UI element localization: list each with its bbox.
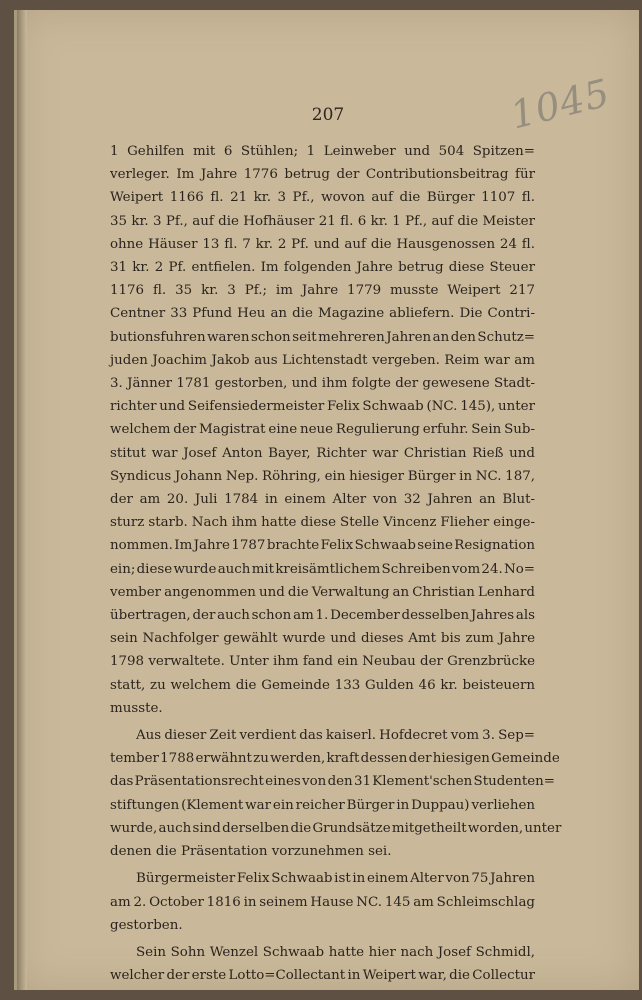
text-line: der am 20. Juli 1784 in einem Alter von 32 Jahren an Blut-: [110, 492, 535, 508]
page-number: 207: [311, 105, 345, 125]
text-line: welchem der Magistrat eine neue Regulierung erfuhr. Sein Sub-: [110, 422, 535, 438]
text-line: verleger. Im Jahre 1776 betrug der Contributionsbeitrag für: [110, 167, 535, 183]
text-line: Aus dieser Zeit verdient das kaiserl. Hofdecret vom 3. Sep=: [136, 728, 535, 744]
text-line: juden Joachim Jakob aus Lichtenstadt vergeben. Reim war am: [110, 352, 535, 368]
text-line: am 2. October 1816 in seinem Hause NC. 145 am Schleimschlag: [110, 894, 535, 910]
text-line: nommen. Im Jahre 1787 brachte Felix Schwaab seine Resignation: [110, 538, 535, 554]
paragraph-2: [110, 724, 562, 863]
text-line: 1176 fl. 35 kr. 3 Pf.; im Jahre 1779 musste Weipert 217: [110, 283, 535, 299]
text-line: übertragen, der auch schon am 1. December desselben Jahres als: [110, 608, 535, 624]
text-line: stiftungen (Klement war ein reicher Bürger in Duppau) verliehen: [110, 797, 535, 813]
text-line: butionsfuhren waren schon seit mehreren Jahren an den Schutz=: [110, 329, 535, 345]
text-line: Weipert 1166 fl. 21 kr. 3 Pf., wovon auf die Bürger 1107 fl.: [110, 190, 535, 206]
text-line: statt, zu welchem die Gemeinde 133 Gulden 46 kr. beisteuern: [110, 677, 535, 693]
text-line: gestorben.: [110, 917, 183, 933]
text-line: Sein Sohn Wenzel Schwaab hatte hier nach Josef Schmidl,: [136, 944, 535, 960]
text-line: richter und Seifensiedermeister Felix Schwaab (NC. 145), unter: [110, 399, 535, 415]
text-line: musste.: [110, 700, 163, 716]
body-text: [110, 140, 562, 987]
text-line: sein Nachfolger gewählt wurde und dieses Amt bis zum Jahre: [110, 631, 535, 647]
page-fold-shadow: [17, 10, 27, 990]
text-line: denen die Präsentation vorzunehmen sei.: [110, 844, 392, 860]
text-line: 35 kr. 3 Pf., auf die Hofhäuser 21 fl. 6 kr. 1 Pf., auf die Meister: [110, 213, 535, 229]
text-line: wurde, auch sind derselben die Grundsätze mitgetheilt worden, unter: [110, 820, 562, 836]
paragraph-1: [110, 140, 535, 720]
book-page: [14, 10, 639, 990]
text-line: 1798 verwaltete. Unter ihm fand ein Neubau der Grenzbrücke: [110, 654, 535, 670]
text-line: tember 1788 erwähnt zu werden, kraft dessen der hiesigen Gemeinde: [110, 751, 560, 767]
text-line: das Präsentationsrecht eines von den 31 Klement'schen Studenten=: [110, 774, 556, 790]
text-line: vember angenommen und die Verwaltung an Christian Lenhard: [110, 584, 535, 600]
text-line: Bürgermeister Felix Schwaab ist in einem Alter von 75 Jahren: [136, 871, 535, 887]
paragraph-3: [110, 867, 535, 937]
text-line: welcher der erste Lotto=Collectant in Weipert war, die Collectur: [110, 968, 535, 984]
text-line: ohne Häuser 13 fl. 7 kr. 2 Pf. und auf die Hausgenossen 24 fl.: [110, 236, 535, 252]
pencil-annotation: 1045: [506, 70, 615, 138]
text-line: ein; diese wurde auch mit kreisämtlichem Schreiben vom 24. No=: [110, 561, 535, 577]
text-line: stitut war Josef Anton Bayer, Richter war Christian Rieß und: [110, 445, 535, 461]
text-line: sturz starb. Nach ihm hatte diese Stelle Vincenz Flieher einge-: [110, 515, 535, 531]
text-line: Syndicus Johann Nep. Röhring, ein hiesiger Bürger in NC. 187,: [110, 468, 535, 484]
text-line: 31 kr. 2 Pf. entfielen. Im folgenden Jahre betrug diese Steuer: [110, 260, 535, 276]
text-line: Centner 33 Pfund Heu an die Magazine abliefern. Die Contri-: [110, 306, 535, 322]
text-line: 3. Jänner 1781 gestorben, und ihm folgte der gewesene Stadt-: [110, 376, 535, 392]
paragraph-4: [110, 941, 535, 987]
text-line: 1 Gehilfen mit 6 Stühlen; 1 Leinweber und 504 Spitzen=: [110, 144, 535, 159]
